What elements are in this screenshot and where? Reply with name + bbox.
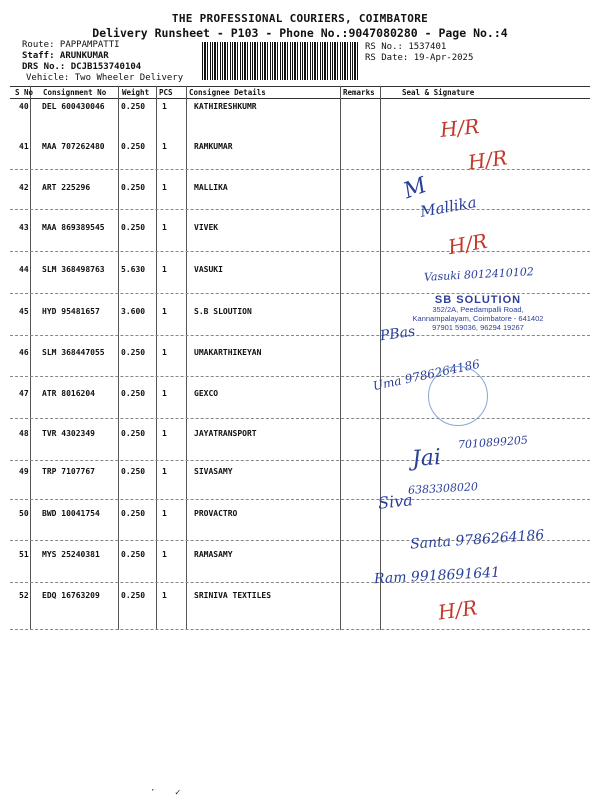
table-top-rule <box>10 86 590 87</box>
col-header-weight: Weight <box>122 88 150 97</box>
row-pcs: 1 <box>162 183 167 192</box>
signature-mallika: Mallika <box>418 193 478 221</box>
row-pcs: 1 <box>162 509 167 518</box>
runsheet-subtitle: Delivery Runsheet - P103 - Phone No.:9047080280 - Page No.:4 <box>92 26 508 40</box>
row-sno: 48 <box>19 429 29 438</box>
vehicle-label: Vehicle: Two Wheeler Delivery <box>26 73 184 83</box>
col-header-pcs: PCS <box>159 88 173 97</box>
row-rule <box>10 499 590 500</box>
row-consignee: S.B SLOUTION <box>194 307 252 316</box>
row-pcs: 1 <box>162 265 167 274</box>
row-consignee: RAMKUMAR <box>194 142 233 151</box>
row-sno: 52 <box>19 591 29 600</box>
row-weight: 0.250 <box>121 467 146 476</box>
row-weight: 0.250 <box>121 223 146 232</box>
col-header-consignee: Consignee Details <box>189 88 266 97</box>
row-sno: 43 <box>19 223 29 232</box>
row-rule <box>10 209 590 210</box>
row-sno: 41 <box>19 142 29 151</box>
row-sno: 42 <box>19 183 29 192</box>
row-weight: 3.600 <box>121 307 146 316</box>
staff-label: Staff: ARUNKUMAR <box>22 51 109 61</box>
row-consignee: SRINIVA TEXTILES <box>194 591 272 600</box>
row-consignment: DEL 600430046 <box>42 102 105 111</box>
signature-vasuki: Vasuki 8012410102 <box>423 265 535 284</box>
row-weight: 5.630 <box>121 265 146 274</box>
row-consignment: ATR 8016204 <box>42 389 95 398</box>
handwritten-phone-row48: 7010899205 <box>457 433 529 452</box>
handwritten-hr-row52: H/R <box>436 595 479 625</box>
row-consignee: GEXCO <box>194 389 219 398</box>
col-divider <box>30 86 31 630</box>
row-weight: 0.250 <box>121 389 146 398</box>
row-pcs: 1 <box>162 102 167 111</box>
row-weight: 0.250 <box>121 142 146 151</box>
row-consignee: VIVEK <box>194 223 219 232</box>
row-rule <box>10 376 590 377</box>
row-weight: 0.250 <box>121 509 146 518</box>
signature-uma: Uma 9786264186 <box>371 356 482 394</box>
signature-ram: Ram 9918691641 <box>373 564 501 588</box>
col-header-consignment: Consignment No <box>43 88 107 97</box>
row-sno: 50 <box>19 509 29 518</box>
drs-number: DRS No.: DCJB153740104 <box>22 62 142 72</box>
stamp-address-line: Kannampalayam, Coimbatore - 641402 <box>412 314 544 323</box>
row-pcs: 1 <box>162 142 167 151</box>
signature-siva: Siva <box>377 490 414 513</box>
row-sno: 47 <box>19 389 29 398</box>
route-label: Route: PAPPAMPATTI <box>22 40 120 50</box>
row-rule <box>10 582 590 583</box>
handwritten-hr-row41: H/R <box>466 145 509 175</box>
row-pcs: 1 <box>162 389 167 398</box>
row-consignment: SLM 368498763 <box>42 265 105 274</box>
round-seal-icon <box>428 366 488 426</box>
stamp-address-line: 352/2A, Peedampalli Road, <box>432 305 524 314</box>
row-weight: 0.250 <box>121 102 146 111</box>
row-consignee: KATHIRESHKUMR <box>194 102 257 111</box>
col-divider <box>380 86 381 630</box>
signature-pbas: PBas <box>379 323 417 345</box>
row-consignment: EDQ 16763209 <box>42 591 100 600</box>
row-consignee: MALLIKA <box>194 183 228 192</box>
row-pcs: 1 <box>162 429 167 438</box>
row-weight: 0.250 <box>121 183 146 192</box>
row-consignment: BWD 10041754 <box>42 509 100 518</box>
row-sno: 45 <box>19 307 29 316</box>
row-sno: 49 <box>19 467 29 476</box>
rs-number: RS No.: 1537401 <box>365 42 447 52</box>
row-sno: 46 <box>19 348 29 357</box>
row-pcs: 1 <box>162 307 167 316</box>
row-pcs: 1 <box>162 223 167 232</box>
row-consignment: HYD 95481657 <box>42 307 100 316</box>
row-consignment: TVR 4302349 <box>42 429 95 438</box>
signature-mallika-initial: M <box>400 172 431 205</box>
signature-jai: Jai <box>411 445 442 472</box>
stray-mark-icon: · <box>150 786 156 796</box>
row-consignment: MYS 25240381 <box>42 550 100 559</box>
row-pcs: 1 <box>162 591 167 600</box>
handwritten-hr-row43: H/R <box>446 228 490 260</box>
stamp-phone-line: 97901 59036, 96294 19267 <box>432 323 524 332</box>
row-pcs: 1 <box>162 467 167 476</box>
stray-mark-icon: ✓ <box>175 788 181 798</box>
row-weight: 0.250 <box>121 550 146 559</box>
row-pcs: 1 <box>162 550 167 559</box>
signature-santa: Santa 9786264186 <box>409 527 545 553</box>
handwritten-hr-row40: H/R <box>438 114 481 142</box>
row-consignee: JAYATRANSPORT <box>194 429 257 438</box>
row-sno: 44 <box>19 265 29 274</box>
row-rule <box>10 460 590 461</box>
row-consignee: SIVASAMY <box>194 467 233 476</box>
col-divider <box>156 86 157 630</box>
row-rule <box>10 629 590 630</box>
barcode <box>202 42 358 80</box>
row-consignment: TRP 7107767 <box>42 467 95 476</box>
header-rule <box>10 98 590 99</box>
row-pcs: 1 <box>162 348 167 357</box>
row-consignee: UMAKARTHIKEYAN <box>194 348 262 357</box>
row-rule <box>10 418 590 419</box>
col-divider <box>340 86 341 630</box>
row-consignee: VASUKI <box>194 265 223 274</box>
col-divider <box>118 86 119 630</box>
row-weight: 0.250 <box>121 429 146 438</box>
row-consignment: MAA 869389545 <box>42 223 105 232</box>
row-consignment: MAA 707262480 <box>42 142 105 151</box>
row-rule <box>10 251 590 252</box>
col-divider <box>186 86 187 630</box>
row-weight: 0.250 <box>121 348 146 357</box>
rs-date: RS Date: 19-Apr-2025 <box>365 53 474 63</box>
row-consignment: SLM 368447055 <box>42 348 105 357</box>
row-consignee: RAMASAMY <box>194 550 233 559</box>
stamp-company-name: SB SOLUTION <box>434 294 522 306</box>
row-sno: 40 <box>19 102 29 111</box>
row-consignment: ART 225296 <box>42 183 91 192</box>
row-sno: 51 <box>19 550 29 559</box>
row-weight: 0.250 <box>121 591 146 600</box>
col-header-seal: Seal & Signature <box>402 88 475 97</box>
col-header-sno: S No <box>15 88 34 97</box>
row-consignee: PROVACTRO <box>194 509 238 518</box>
col-header-remarks: Remarks <box>343 88 375 97</box>
handwritten-phone-row50: 6383308020 <box>407 480 479 497</box>
company-title: THE PROFESSIONAL COURIERS, COIMBATORE <box>171 12 429 25</box>
